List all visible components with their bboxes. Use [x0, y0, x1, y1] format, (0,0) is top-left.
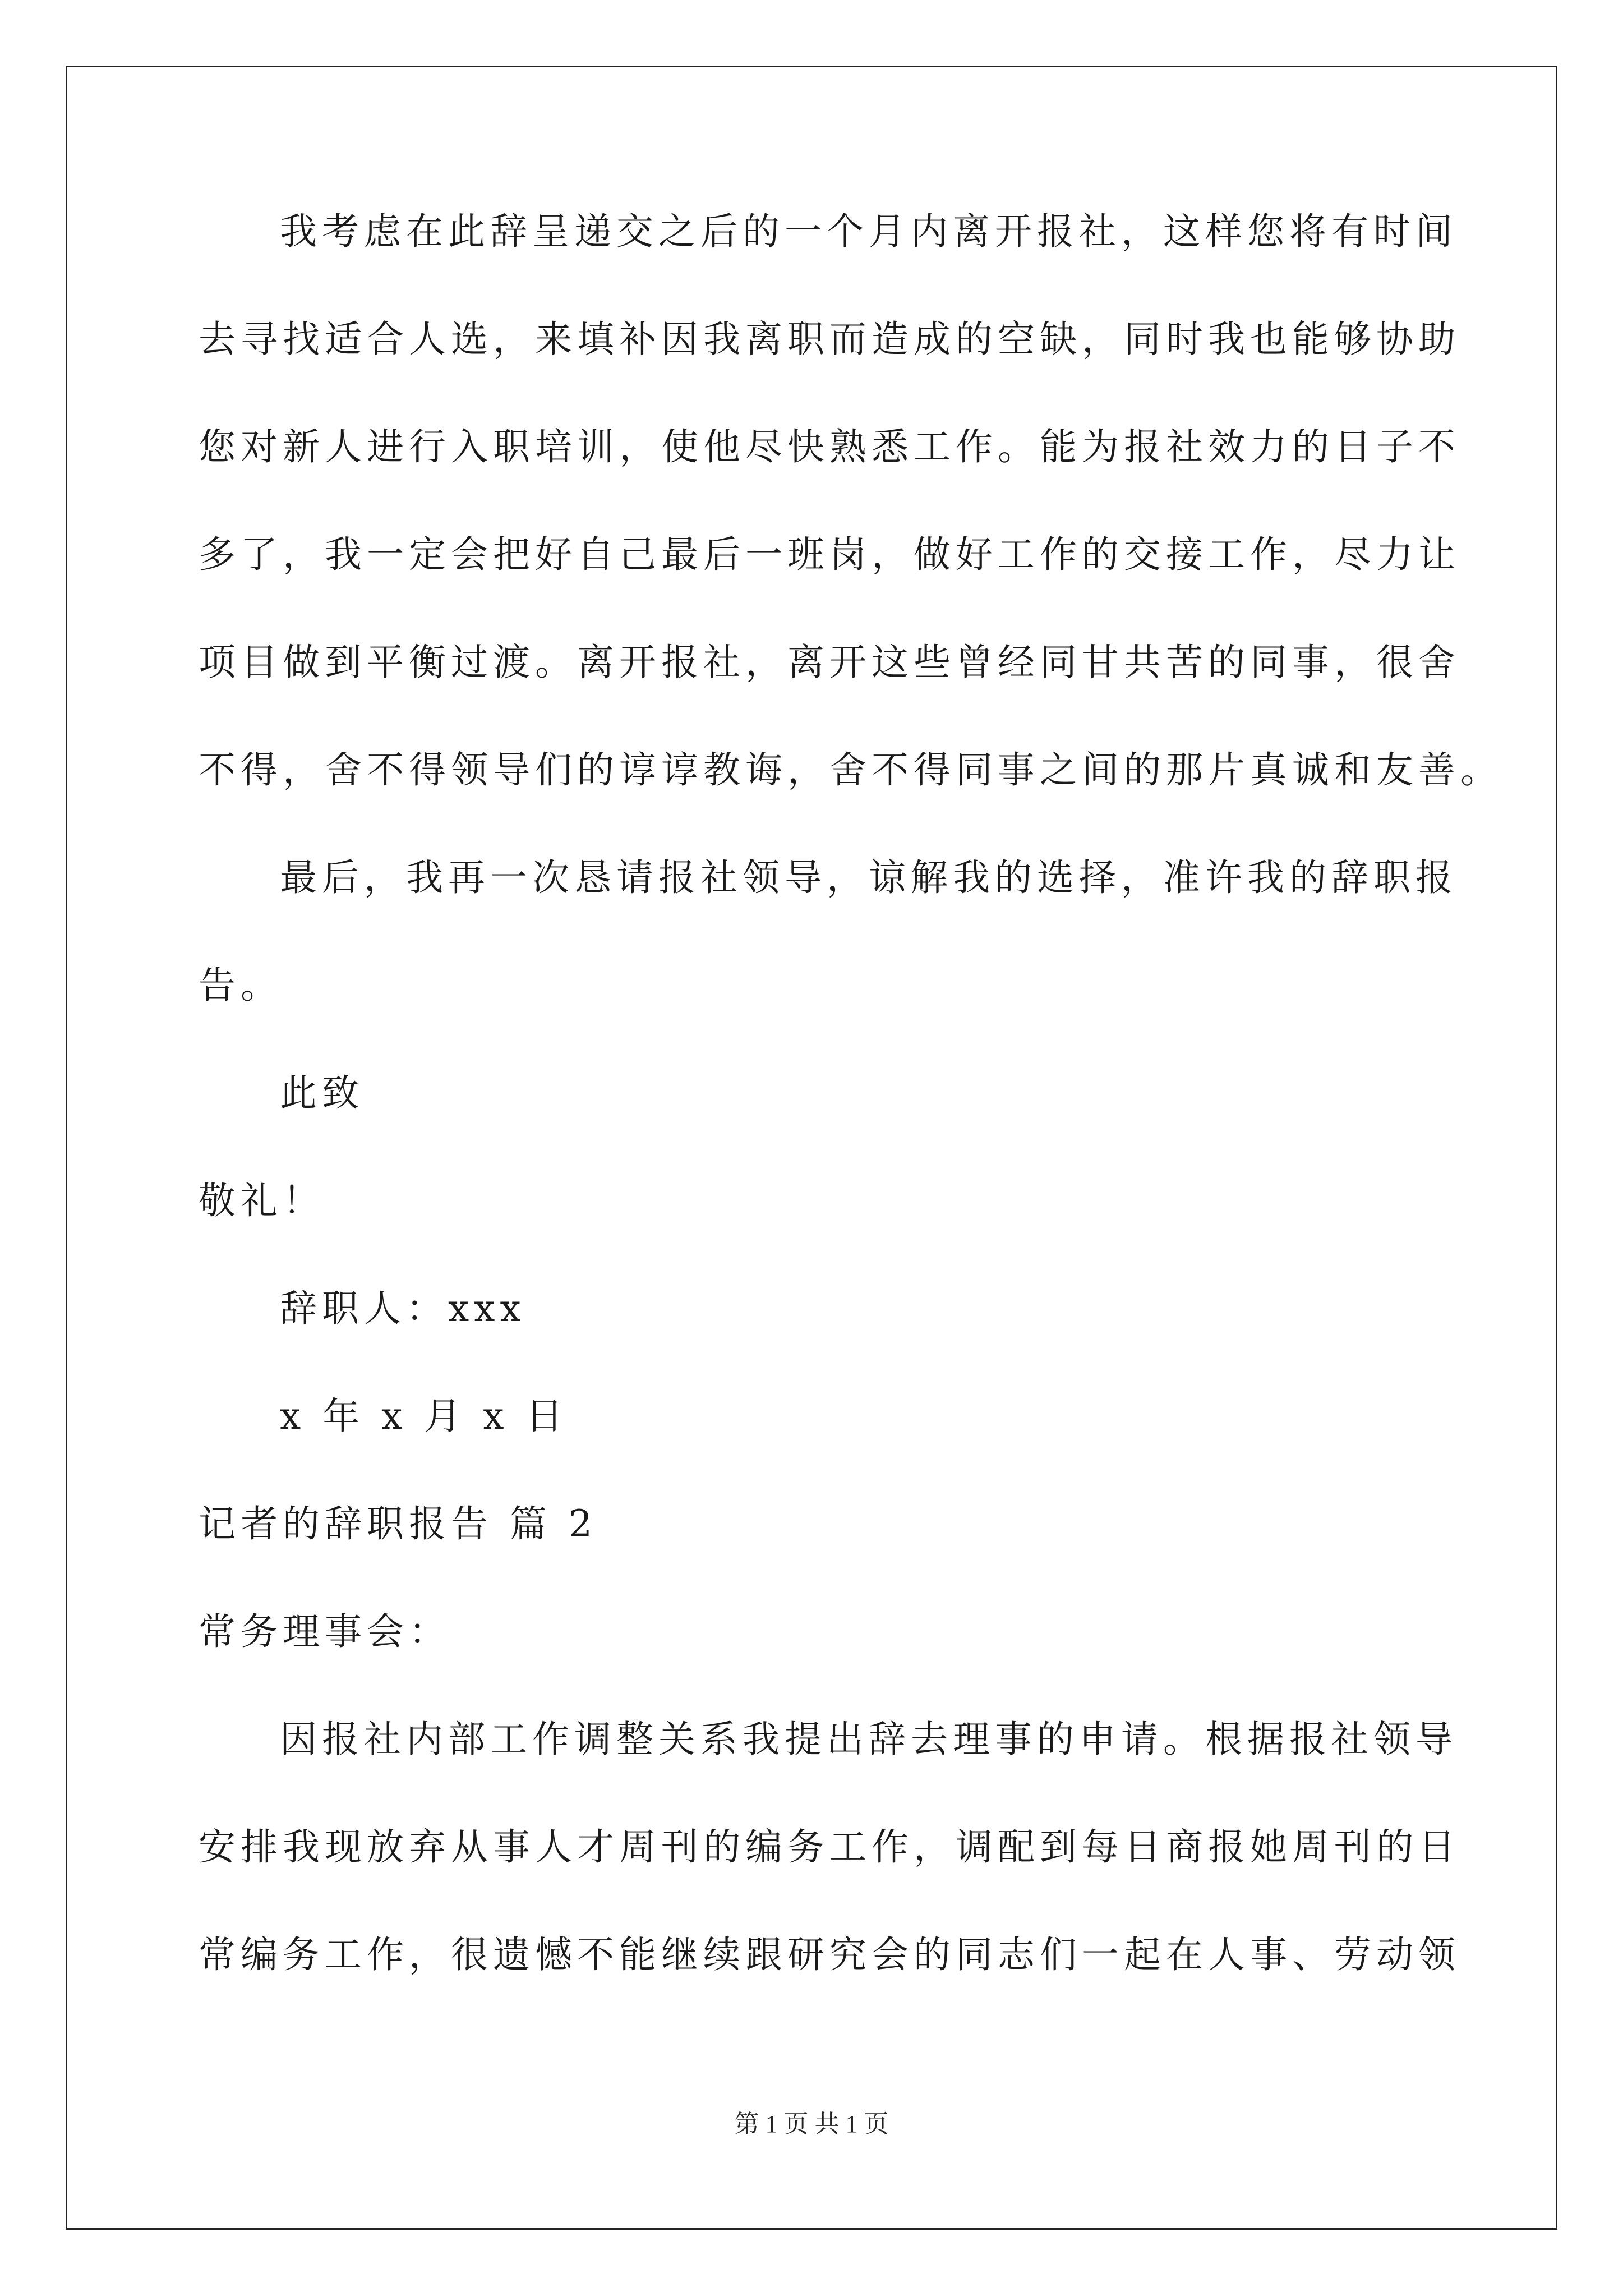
addressee-line: 常务理事会：: [199, 1610, 451, 1653]
date-line: x 年 x 月 x 日: [280, 1395, 568, 1438]
paragraph-line: 不得，舍不得领导们的谆谆教诲，舍不得同事之间的那片真诚和友善。: [199, 748, 1502, 792]
paragraph-line: 因报社内部工作调整关系我提出辞去理事的申请。根据报社领导: [280, 1718, 1458, 1761]
paragraph-line: 项目做到平衡过渡。离开报社，离开这些曾经同甘共苦的同事，很舍: [199, 641, 1460, 684]
paragraph-line: 多了，我一定会把好自己最后一班岗，做好工作的交接工作，尽力让: [199, 533, 1460, 576]
paragraph-line: 去寻找适合人选，来填补因我离职而造成的空缺，同时我也能够协助: [199, 318, 1460, 361]
paragraph-line: 您对新人进行入职培训，使他尽快熟悉工作。能为报社效力的日子不: [199, 425, 1460, 468]
closing-salutation: 此致: [280, 1071, 364, 1115]
paragraph-line: 我考虑在此辞呈递交之后的一个月内离开报社，这样您将有时间: [280, 210, 1458, 253]
signature-line: 辞职人：xxx: [280, 1287, 526, 1330]
paragraph-line: 安排我现放弃从事人才周刊的编务工作，调配到每日商报她周刊的日: [199, 1825, 1460, 1869]
paragraph-line: 常编务工作，很遗憾不能继续跟研究会的同志们一起在人事、劳动领: [199, 1933, 1460, 1976]
page-number-footer: 第 1 页 共 1 页: [734, 2110, 889, 2138]
document-body: [199, 210, 1502, 2044]
closing-regards: 敬礼！: [199, 1179, 325, 1222]
paragraph-line: 告。: [199, 964, 283, 1007]
section-heading: 记者的辞职报告 篇 2: [199, 1502, 597, 1545]
paragraph-line: 最后，我再一次恳请报社领导，谅解我的选择，准许我的辞职报: [280, 856, 1458, 899]
